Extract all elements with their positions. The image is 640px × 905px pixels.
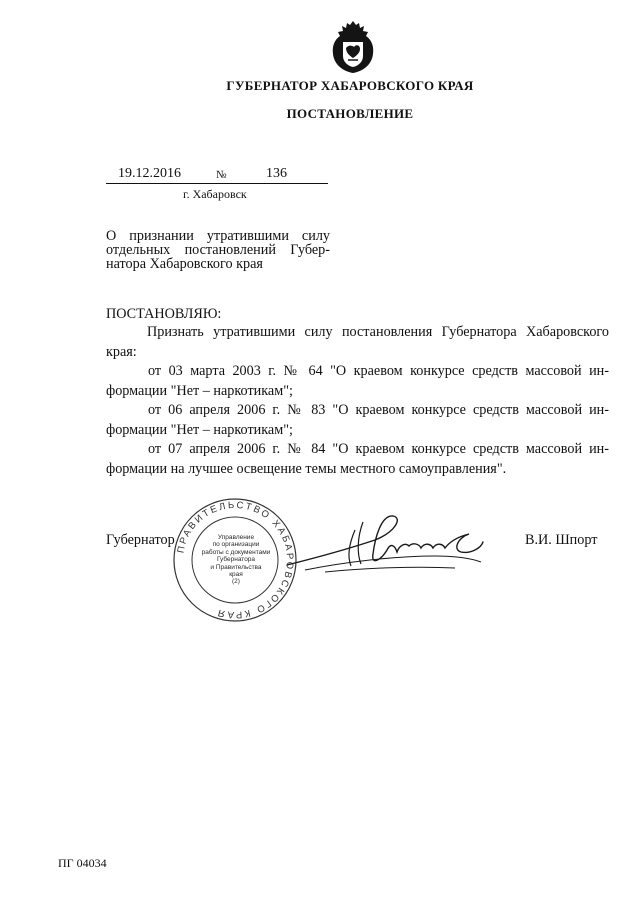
issuing-authority: ГУБЕРНАТОР ХАБАРОВСКОГО КРАЯ bbox=[226, 78, 474, 93]
number-sign: № bbox=[216, 169, 227, 181]
stamp-line: Губернатора bbox=[216, 556, 256, 564]
body-line: Признать утратившими силу постановления Губернатора Хабаровского bbox=[147, 324, 609, 340]
signatory-position: Губернатор bbox=[106, 532, 175, 548]
coat-of-arms-icon bbox=[330, 20, 376, 74]
stamp-line: Управление bbox=[217, 534, 255, 541]
stamp-center-text bbox=[200, 534, 272, 586]
body-line: формации "Нет – наркотикам"; bbox=[106, 382, 293, 399]
subject-line: отдельных постановлений Губер- bbox=[106, 242, 330, 258]
document-subject bbox=[106, 229, 330, 271]
document-city: г. Хабаровск bbox=[183, 187, 247, 201]
body-line: от 06 апреля 2006 г. № 83 "О краевом конкурсе средств массовой ин- bbox=[148, 402, 609, 418]
stamp-ring-text: ПРАВИТЕЛЬСТВО ХАБАРОВСКОГО КРАЯ bbox=[175, 499, 296, 621]
document-code: ПГ 04034 bbox=[58, 856, 107, 870]
document-type: ПОСТАНОВЛЕНИЕ bbox=[286, 106, 414, 121]
document-date: 19.12.2016 bbox=[118, 166, 181, 181]
stamp-line: края bbox=[229, 571, 243, 579]
registration-underline bbox=[106, 183, 328, 184]
body-line: формации на лучшее освещение темы местного самоуправления". bbox=[106, 460, 507, 477]
decree-word: ПОСТАНОВЛЯЮ: bbox=[106, 306, 222, 322]
signatory-name: В.И. Шпорт bbox=[525, 532, 598, 548]
stamp-line: работы с документами bbox=[201, 548, 271, 556]
body-line: от 03 марта 2003 г. № 64 "О краевом конкурсе средств массовой ин- bbox=[148, 363, 609, 379]
body-line: формации "Нет – наркотикам"; bbox=[106, 421, 293, 438]
handwritten-signature bbox=[285, 510, 485, 580]
stamp-line: и Правительства bbox=[210, 563, 262, 571]
document-body bbox=[106, 323, 609, 479]
subject-line: О признании утратившими силу bbox=[106, 228, 330, 244]
body-line: края: bbox=[106, 343, 137, 360]
stamp-line: по организации bbox=[212, 541, 260, 549]
stamp-line: (2) bbox=[232, 578, 240, 586]
subject-line: натора Хабаровского края bbox=[106, 256, 263, 272]
body-line: от 07 апреля 2006 г. № 84 "О краевом конкурсе средств массовой ин- bbox=[148, 441, 609, 457]
document-number: 136 bbox=[266, 166, 287, 181]
